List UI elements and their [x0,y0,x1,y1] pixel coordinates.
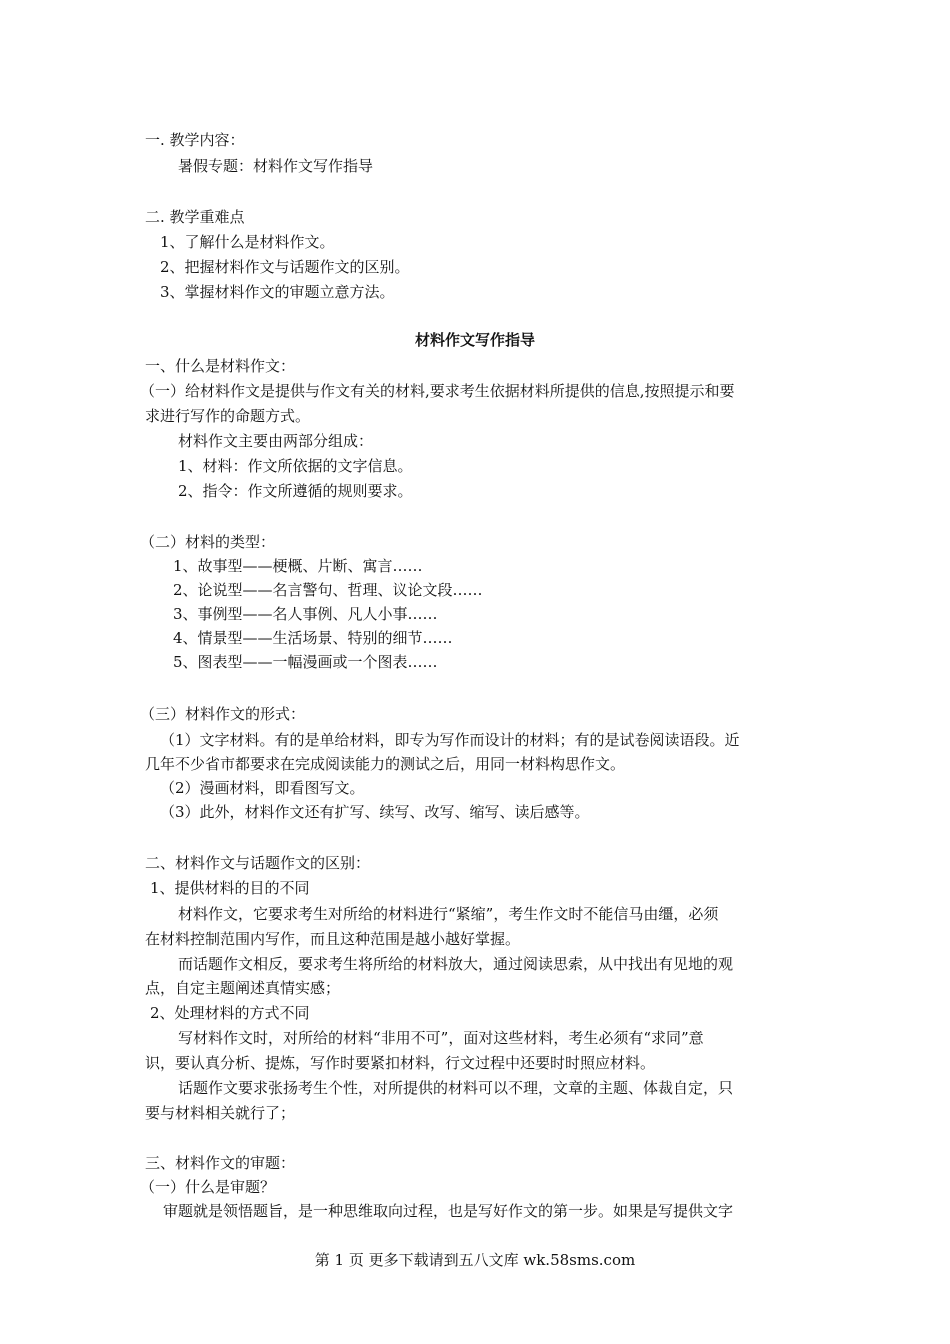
list-item: 2、指令：作文所遵循的规则要求。 [178,482,413,500]
part1-heading: 一、什么是材料作文： [145,357,296,375]
list-item: 3、事例型——名人事例、凡人小事…… [173,605,438,623]
section1-item: 暑假专题：材料作文写作指导 [178,157,374,175]
subheading: 1、提供材料的目的不同 [150,879,310,897]
paragraph-line: 要与材料相关就行了； [145,1104,296,1122]
part3-heading: 三、材料作文的审题： [145,1154,296,1172]
paragraph-line: （1）文字材料。有的是单给材料，即专为写作而设计的材料；有的是试卷阅读语段。近 [160,731,740,749]
subheading: （一）什么是审题？ [140,1178,276,1196]
section2-item: 2、把握材料作文与话题作文的区别。 [160,258,410,276]
document-title: 材料作文写作指导 [414,331,535,349]
section1-heading: 一. 教学内容： [145,131,245,149]
paragraph-line: 材料作文，它要求考生对所给的材料进行“紧缩”，考生作文时不能信马由缰，必须 [178,905,719,923]
section2-heading: 二. 教学重难点 [145,208,245,226]
list-item: 1、材料：作文所依据的文字信息。 [178,457,413,475]
paragraph-line: 识，要认真分析、提炼，写作时要紧扣材料，行文过程中还要时时照应材料。 [145,1054,656,1072]
forms-heading: （三）材料作文的形式： [140,705,306,723]
paragraph-line: 几年不少省市都要求在完成阅读能力的测试之后，用同一材料构思作文。 [145,755,626,773]
paragraph-line: 在材料控制范围内写作，而且这种范围是越小越好掌握。 [145,930,521,948]
list-item: 2、论说型——名言警句、哲理、议论文段…… [173,581,483,599]
paragraph-line: （一）给材料作文是提供与作文有关的材料,要求考生依据材料所提供的信息,按照提示和要 [140,382,735,400]
part2-heading: 二、材料作文与话题作文的区别： [145,854,371,872]
section2-item: 1、了解什么是材料作文。 [160,233,335,251]
paragraph-line: 点，自定主题阐述真情实感； [145,979,341,997]
page-footer: 第 1 页 更多下载请到五八文库 wk.58sms.com [314,1251,636,1269]
paragraph-line: 写材料作文时，对所给的材料“非用不可”，面对这些材料，考生必须有“求同”意 [178,1029,704,1047]
subheading: 2、处理材料的方式不同 [150,1004,310,1022]
list-item: 4、情景型——生活场景、特别的细节…… [173,629,453,647]
paragraph-line: （3）此外，材料作文还有扩写、续写、改写、缩写、读后感等。 [160,803,590,821]
paragraph-line: 审题就是领悟题旨，是一种思维取向过程，也是写好作文的第一步。如果是写提供文字 [163,1202,734,1220]
paragraph-line: 而话题作文相反，要求考生将所给的材料放大，通过阅读思索，从中找出有见地的观 [178,955,734,973]
paragraph-line: 材料作文主要由两部分组成： [178,432,374,450]
section2-item: 3、掌握材料作文的审题立意方法。 [160,283,395,301]
paragraph-line: 话题作文要求张扬考生个性，对所提供的材料可以不理，文章的主题、体裁自定，只 [178,1079,734,1097]
list-item: 5、图表型——一幅漫画或一个图表…… [173,653,438,671]
types-heading: （二）材料的类型： [140,533,276,551]
paragraph-line: （2）漫画材料，即看图写文。 [160,779,365,797]
paragraph-line: 求进行写作的命题方式。 [145,407,311,425]
list-item: 1、故事型——梗概、片断、寓言…… [173,557,423,575]
